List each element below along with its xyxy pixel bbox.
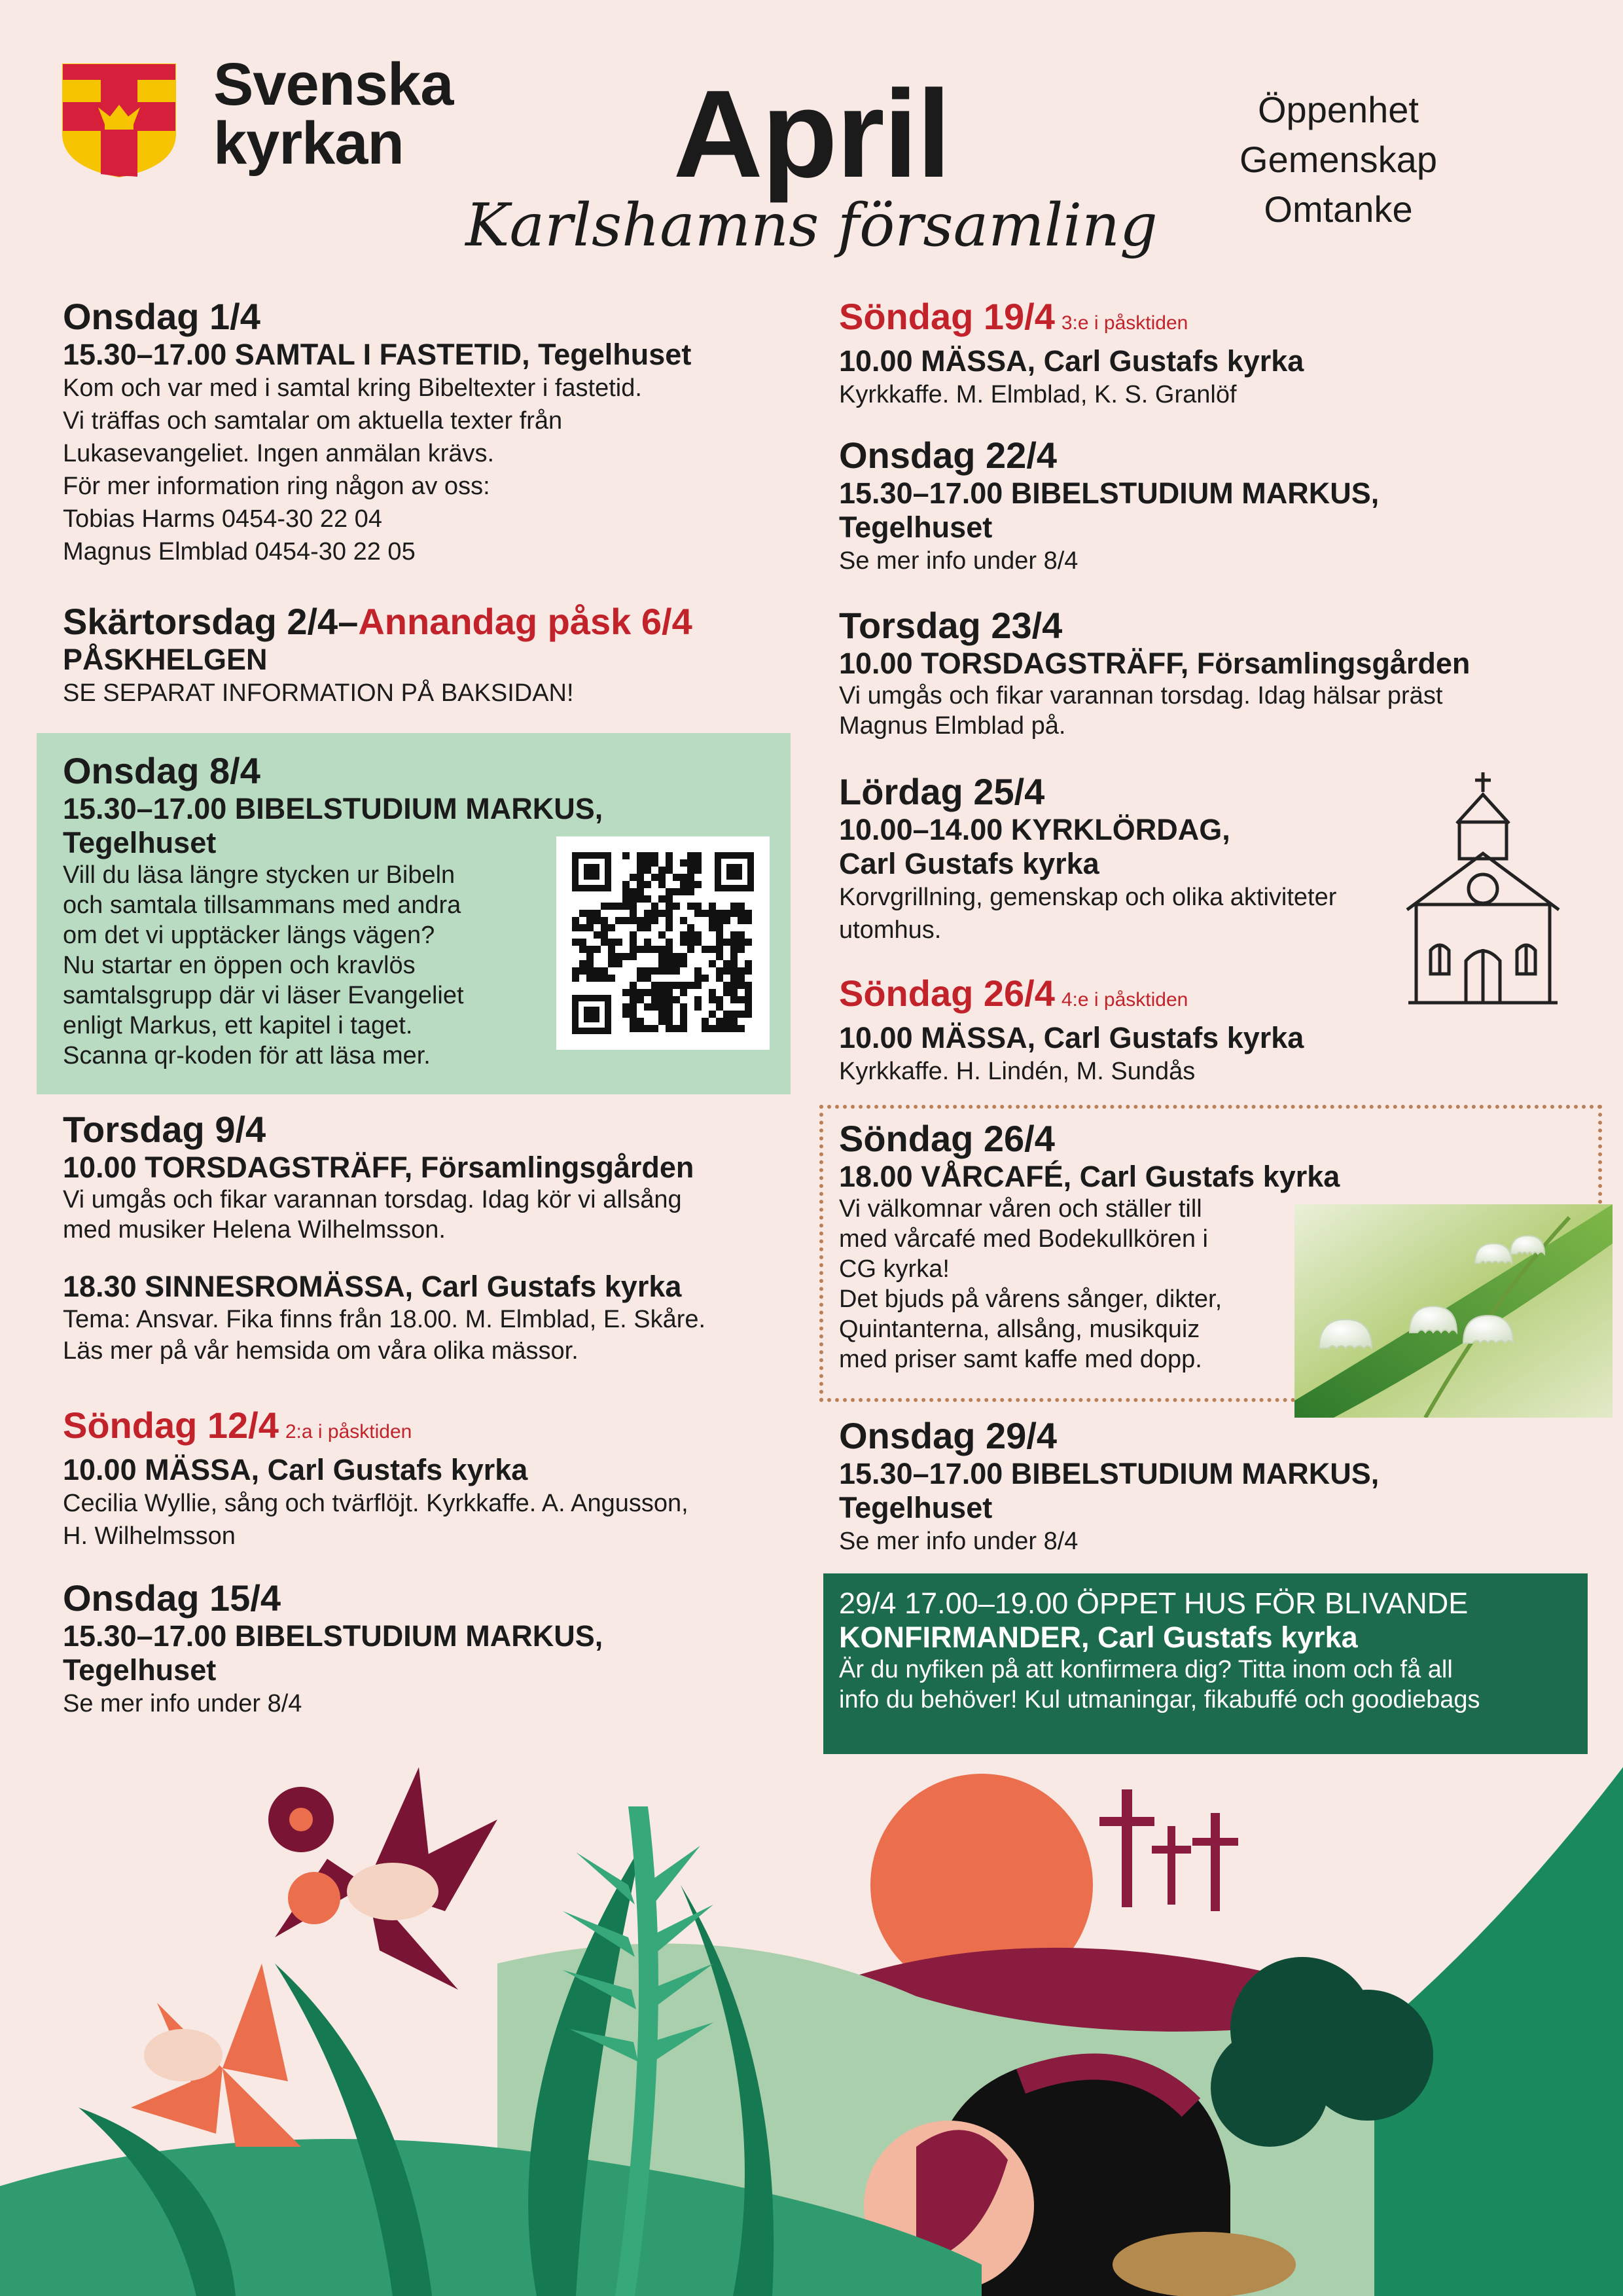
event-headline bbox=[63, 1453, 809, 1487]
event-day bbox=[839, 296, 1598, 344]
text-line: samtalsgrupp där vi läser Evangeliet bbox=[63, 982, 464, 1009]
event-onsdag-1-4 bbox=[63, 296, 809, 568]
headline-place: Carl Gustafs kyrka bbox=[1071, 1160, 1340, 1193]
text-line: Magnus Elmblad 0454-30 22 05 bbox=[63, 538, 416, 565]
headline-bold: 18.00 VÅRCAFÉ, bbox=[839, 1160, 1072, 1193]
day-part: Skärtorsdag 2/4– bbox=[63, 601, 359, 642]
event-day bbox=[63, 601, 822, 643]
church-icon bbox=[1394, 764, 1597, 1007]
headline-bold: 10.00 TORSDAGSTRÄFF, bbox=[63, 1151, 413, 1184]
brand-line-1: Svenska bbox=[213, 51, 454, 118]
headline-place: Tegelhuset bbox=[529, 338, 692, 371]
headline-line: Tegelhuset bbox=[63, 826, 217, 859]
event-day: Onsdag 8/4 bbox=[63, 750, 260, 791]
event-onsdag-22-4 bbox=[839, 435, 1598, 577]
headline-line: Tegelhuset bbox=[839, 1491, 993, 1524]
text-line: Magnus Elmblad på. bbox=[839, 712, 1066, 740]
headline-bold: 10.00 MÄSSA, bbox=[63, 1453, 260, 1486]
event-text bbox=[63, 1304, 809, 1367]
headline-bold: 10.00 MÄSSA, bbox=[839, 344, 1036, 378]
lily-of-the-valley-photo bbox=[1294, 1204, 1613, 1418]
event-text: Kyrkkaffe. M. Elmblad, K. S. Granlöf bbox=[839, 381, 1237, 408]
text-line: Korvgrillning, gemenskap och olika aktiviteter bbox=[839, 884, 1337, 911]
qr-code-icon[interactable] bbox=[556, 836, 770, 1050]
text-line: Vill du läsa längre stycken ur Bibeln bbox=[63, 861, 455, 889]
text-line: Cecilia Wyllie, sång och tvärflöjt. Kyrkkaffe. A. Angusson, bbox=[63, 1490, 688, 1517]
event-day bbox=[839, 973, 1598, 1021]
event-text: SE SEPARAT INFORMATION PÅ BAKSIDAN! bbox=[63, 679, 574, 707]
headline-place: Carl Gustafs kyrka bbox=[1089, 1621, 1358, 1654]
event-headline bbox=[63, 338, 809, 372]
day-subtitle: 2:a i påsktiden bbox=[285, 1421, 412, 1443]
headline-bold: 15.30–17.00 SAMTAL I FASTETID, bbox=[63, 338, 530, 371]
event-headline bbox=[839, 1587, 1585, 1655]
day-label: Söndag 19/4 bbox=[839, 296, 1055, 337]
event-text: Se mer info under 8/4 bbox=[63, 1690, 302, 1717]
event-sondag-12-4 bbox=[63, 1405, 809, 1552]
day-subtitle: 3:e i påsktiden bbox=[1061, 312, 1188, 334]
value-item: Öppenhet bbox=[1258, 89, 1419, 130]
page-title: April bbox=[673, 65, 950, 204]
headline-line: Tegelhuset bbox=[839, 511, 993, 544]
event-paskhelgen bbox=[63, 601, 822, 709]
headline-place: Carl Gustafs kyrka bbox=[1035, 344, 1304, 378]
text-line: Tema: Ansvar. Fika finns från 18.00. M. Elmblad, E. Skåre. bbox=[63, 1306, 706, 1333]
headline-line: Carl Gustafs kyrka bbox=[839, 847, 1099, 880]
text-line: med musiker Helena Wilhelmsson. bbox=[63, 1216, 446, 1244]
event-headline bbox=[839, 647, 1598, 681]
day-label: Söndag 26/4 bbox=[839, 973, 1055, 1014]
event-headline bbox=[839, 344, 1598, 378]
text-line: H. Wilhelmsson bbox=[63, 1522, 236, 1550]
headline-bold: 10.00 TORSDAGSTRÄFF, bbox=[839, 647, 1189, 680]
text-line: För mer information ring någon av oss: bbox=[63, 473, 490, 500]
text-line: Vi umgås och fikar varannan torsdag. Idag hälsar präst bbox=[839, 682, 1443, 709]
day-label: Söndag 12/4 bbox=[63, 1405, 279, 1446]
headline-line: 29/4 17.00–19.00 ÖPPET HUS FÖR BLIVANDE bbox=[839, 1587, 1469, 1620]
value-item: Gemenskap bbox=[1240, 139, 1437, 180]
brand-line-2: kyrkan bbox=[213, 110, 404, 177]
text-line: Vi umgås och fikar varannan torsdag. Idag kör vi allsång bbox=[63, 1186, 682, 1213]
event-headline bbox=[839, 476, 1598, 545]
day-part-red: Annandag påsk 6/4 bbox=[358, 601, 692, 642]
event-text bbox=[63, 1487, 809, 1552]
event-day: Lördag 25/4 bbox=[839, 771, 1045, 812]
text-line: utomhus. bbox=[839, 916, 942, 944]
headline-place: Carl Gustafs kyrka bbox=[413, 1270, 682, 1303]
headline-bold: KONFIRMANDER, bbox=[839, 1621, 1090, 1654]
headline-line: 15.30–17.00 BIBELSTUDIUM MARKUS, bbox=[839, 1457, 1380, 1490]
headline-line: 15.30–17.00 BIBELSTUDIUM MARKUS, bbox=[63, 1619, 603, 1653]
event-sondag-19-4 bbox=[839, 296, 1598, 411]
event-headline bbox=[63, 1619, 809, 1687]
headline-line bbox=[839, 1621, 1585, 1655]
text-line: Lukasevangeliet. Ingen anmälan krävs. bbox=[63, 440, 495, 467]
text-line: Det bjuds på vårens sånger, dikter, bbox=[839, 1285, 1222, 1313]
path-stone bbox=[1113, 2232, 1296, 2296]
event-sondag-26-4-massa bbox=[839, 973, 1598, 1088]
event-text: Se mer info under 8/4 bbox=[839, 547, 1079, 575]
event-headline bbox=[839, 1021, 1598, 1055]
text-line: CG kyrka! bbox=[839, 1255, 950, 1283]
three-crosses-icon bbox=[1099, 1789, 1238, 1911]
event-torsdag-9-4 bbox=[63, 1109, 809, 1367]
event-day: Torsdag 9/4 bbox=[63, 1109, 266, 1150]
event-headline bbox=[63, 1151, 809, 1185]
event-headline bbox=[839, 1160, 1598, 1194]
text-line: Tobias Harms 0454-30 22 04 bbox=[63, 505, 382, 533]
value-item: Omtanke bbox=[1264, 188, 1413, 230]
bush bbox=[1211, 2029, 1329, 2147]
event-day: Onsdag 15/4 bbox=[63, 1577, 281, 1619]
headline-line: 10.00–14.00 KYRKLÖRDAG, bbox=[839, 813, 1230, 846]
text-line: info du behöver! Kul utmaningar, fikabuffé och goodiebags bbox=[839, 1686, 1480, 1713]
event-headline bbox=[839, 1457, 1598, 1525]
headline-place: Carl Gustafs kyrka bbox=[1035, 1021, 1304, 1054]
orange-daffodil-icon bbox=[131, 1964, 301, 2147]
text-line: Vi välkomnar våren och ställer till bbox=[839, 1195, 1202, 1223]
text-line: enligt Markus, ett kapitel i taget. bbox=[63, 1012, 413, 1039]
event-text bbox=[63, 1185, 809, 1245]
headline-bold: 18.30 SINNESROMÄSSA, bbox=[63, 1270, 414, 1303]
headline-line: 15.30–17.00 BIBELSTUDIUM MARKUS, bbox=[839, 476, 1380, 510]
event-text bbox=[839, 681, 1598, 741]
event-onsdag-29-4 bbox=[839, 1415, 1598, 1558]
text-line: med vårcafé med Bodekullkören i bbox=[839, 1225, 1208, 1253]
event-day bbox=[63, 1405, 809, 1453]
values-list bbox=[1198, 85, 1479, 234]
text-line: Nu startar en öppen och kravlös bbox=[63, 952, 416, 979]
parish-subtitle: Karlshamns församling bbox=[465, 191, 1158, 260]
text-line: Quintanterna, allsång, musikquiz bbox=[839, 1316, 1200, 1343]
red-daffodil-icon bbox=[268, 1767, 497, 1990]
text-line: Scanna qr-koden för att läsa mer. bbox=[63, 1042, 431, 1069]
event-day: Onsdag 1/4 bbox=[63, 296, 260, 337]
event-day: Söndag 26/4 bbox=[839, 1118, 1055, 1159]
text-line: om det vi upptäcker längs vägen? bbox=[63, 922, 435, 949]
event-day: Torsdag 23/4 bbox=[839, 605, 1063, 646]
text-line: Läs mer på vår hemsida om våra olika mässor. bbox=[63, 1337, 579, 1365]
headline-bold: 10.00 MÄSSA, bbox=[839, 1021, 1036, 1054]
headline-place: Församlingsgården bbox=[412, 1151, 694, 1184]
headline-place: Carl Gustafs kyrka bbox=[259, 1453, 528, 1486]
text-line: och samtala tillsammans med andra bbox=[63, 891, 461, 919]
text-line: Kom och var med i samtal kring Bibeltexter i fastetid. bbox=[63, 374, 642, 402]
headline-line: 15.30–17.00 BIBELSTUDIUM MARKUS, bbox=[63, 792, 603, 825]
text-line: med priser samt kaffe med dopp. bbox=[839, 1346, 1202, 1373]
event-day: Onsdag 22/4 bbox=[839, 435, 1058, 476]
text-line: Vi träffas och samtalar om aktuella texter från bbox=[63, 407, 563, 435]
event-headline bbox=[63, 1270, 809, 1304]
event-text bbox=[63, 372, 809, 568]
event-text: Se mer info under 8/4 bbox=[839, 1528, 1079, 1555]
headline-place: Församlingsgården bbox=[1188, 647, 1471, 680]
easter-illustration bbox=[0, 1689, 1623, 2296]
event-headline: PÅSKHELGEN bbox=[63, 643, 268, 676]
day-subtitle: 4:e i påsktiden bbox=[1061, 989, 1188, 1011]
event-text: Kyrkkaffe. H. Lindén, M. Sundås bbox=[839, 1058, 1196, 1085]
text-line: Är du nyfiken på att konfirmera dig? Titta inom och få all bbox=[839, 1656, 1453, 1683]
event-day: Onsdag 29/4 bbox=[839, 1415, 1058, 1456]
event-torsdag-23-4 bbox=[839, 605, 1598, 741]
headline-line: Tegelhuset bbox=[63, 1653, 217, 1687]
